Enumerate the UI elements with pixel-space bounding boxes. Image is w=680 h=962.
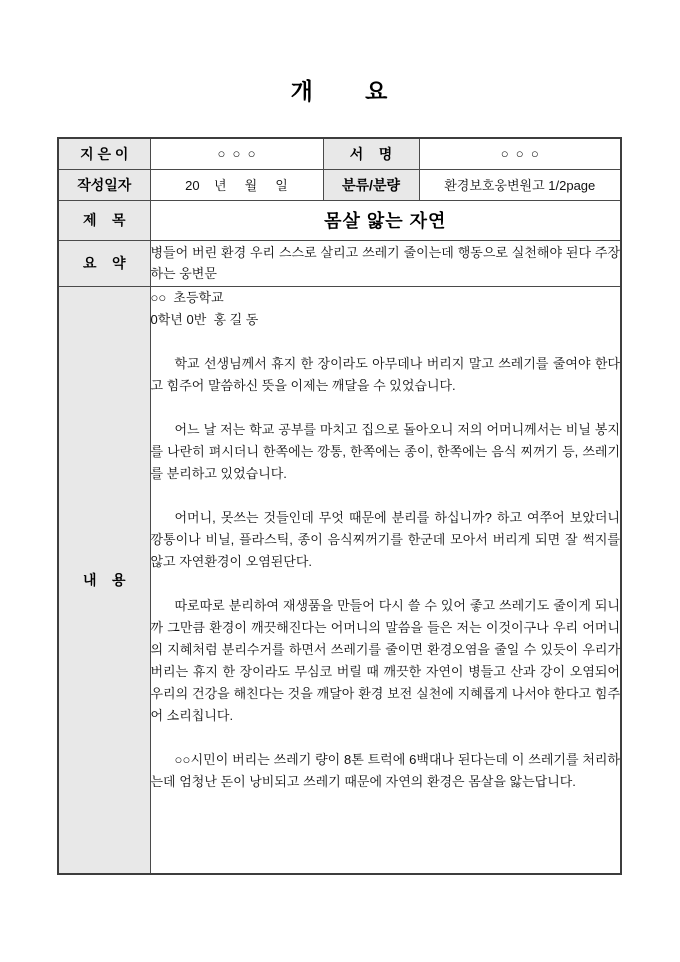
table-row-author [58, 138, 621, 169]
content-paragraph: 어머니, 못쓰는 것들인데 무엇 때문에 분리를 하십니까? 하고 여쭈어 보았더니 깡통이나 비닐, 플라스틱, 종이 음식찌꺼기를 한군데 모아서 버리게 되면 잘 썩지를 않고 자연환경이 오염된단다. [150, 509, 620, 569]
date-label: 작성일자 [58, 169, 150, 200]
category-value: 환경보호웅변원고 1/2page [419, 169, 621, 200]
outline-table [57, 137, 622, 875]
title-value: 몸살 앓는 자연 [150, 200, 621, 240]
booktitle-label: 서 명 [323, 138, 419, 169]
page-title: 개 요 [290, 78, 390, 104]
content-paragraph: 어느 날 저는 학교 공부를 마치고 집으로 돌아오니 저의 어머니께서는 비닐 봉지를 나란히 펴시더니 한쪽에는 깡통, 한쪽에는 종이, 한쪽에는 음식 찌꺼기 등, 쓰레기를 분리하고 있었습니다. [150, 421, 620, 481]
table-row-summary [58, 240, 621, 286]
table-row-date [58, 169, 621, 200]
summary-label: 요 약 [58, 240, 150, 286]
content-label: 내 용 [58, 286, 150, 874]
content-paragraph: 따로따로 분리하여 재생품을 만들어 다시 쓸 수 있어 좋고 쓰레기도 줄이게 되니까 그만큼 환경이 깨끗해진다는 어머니의 말씀을 들은 저는 이것이구나 우리 어머니의 지혜처럼 분리수거를 하면서 쓰레기를 줄이면 환경오염을 줄일 수 있듯이 우리가 버리는 휴지 한 장이라도 무심코 버릴 때 깨끗한 자연이 병들고 산과 강이 오염되어 우리의 건강을 해친다는 것을 깨달아 환경 보전 실천에 지혜롭게 나서야 한다고 힘주어 소리칩니다. [150, 597, 620, 723]
title-label: 제 목 [58, 200, 150, 240]
table-row-content [58, 286, 621, 874]
date-value: 20 년 월 일 [150, 169, 323, 200]
author-label: 지 은 이 [58, 138, 150, 169]
booktitle-value: ○ ○ ○ [419, 138, 621, 169]
student-line: 0학년 0반 홍 길 동 [150, 311, 259, 327]
summary-value: 병들어 버린 환경 우리 스스로 살리고 쓰레기 줄이는데 행동으로 실천해야 된다 주장하는 웅변문 [150, 240, 621, 286]
school-line: ○○ 초등학교 [150, 289, 224, 305]
content-paragraph: ○○시민이 버리는 쓰레기 량이 8톤 트럭에 6백대나 된다는데 이 쓰레기를 처리하는데 엄청난 돈이 낭비되고 쓰레기 때문에 자연의 환경은 몸살을 앓는답니다. [150, 751, 620, 789]
author-value: ○ ○ ○ [150, 138, 323, 169]
table-row-title [58, 200, 621, 240]
content-body [150, 286, 621, 874]
content-paragraph: 학교 선생님께서 휴지 한 장이라도 아무데나 버리지 말고 쓰레기를 줄여야 한다고 힘주어 말씀하신 뜻을 이제는 깨달을 수 있었습니다. [150, 355, 620, 393]
category-label: 분류/분량 [323, 169, 419, 200]
